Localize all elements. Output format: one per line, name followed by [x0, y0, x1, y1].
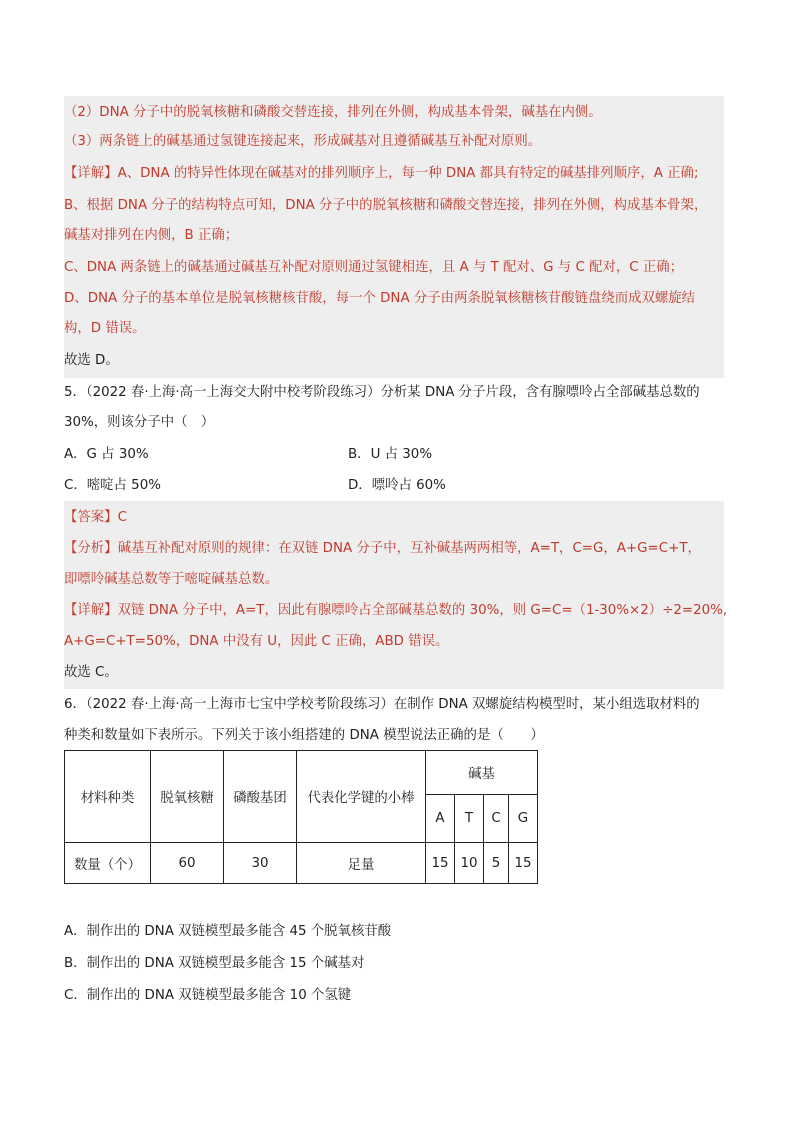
- explain-line-3: （3）两条链上的碱基通过氢键连接起来，形成碱基对且遵循碱基互补配对原则。: [64, 134, 542, 149]
- q5-detail-2: A+G=C+T=50%，DNA 中没有 U，因此 C 正确，ABD 错误。: [64, 634, 449, 649]
- header-base-c: C: [484, 795, 509, 843]
- q5-analysis-1: [64, 539, 701, 559]
- q5-option-c: C．嘧啶占 50%: [64, 478, 161, 493]
- q5-conclusion: 故选 C。: [64, 665, 118, 680]
- header-base-g: G: [509, 795, 538, 843]
- q5-stem-2: 30%，则该分子中（ ）: [64, 415, 215, 430]
- cell-base-a: 15: [426, 843, 455, 884]
- cell-base-t: 10: [455, 843, 484, 884]
- cell-base-g: 15: [509, 843, 538, 884]
- cell-phosphate: 30: [224, 843, 297, 884]
- q6-option-a: A．制作出的 DNA 双链模型最多能含 45 个脱氧核苷酸: [64, 924, 392, 939]
- header-phosphate: 磷酸基团: [224, 751, 297, 843]
- q6-option-c: C．制作出的 DNA 双链模型最多能含 10 个氢键: [64, 988, 352, 1003]
- cell-base-c: 5: [484, 843, 509, 884]
- q5-detail-tag: 【详解】: [64, 603, 118, 618]
- answer-value: C: [117, 510, 127, 525]
- q6-stem-1: 6．（2022 春·上海·高一上海市七宝中学校考阶段练习）在制作 DNA 双螺旋结构模型时，某小组选取材料的: [64, 697, 700, 712]
- explain-line-2: （2）DNA 分子中的脱氧核糖和磷酸交替连接，排列在外侧，构成基本骨架，碱基在内侧。: [64, 105, 602, 120]
- q5-stem-1: 5．（2022 春·上海·高一上海交大附中校考阶段练习）分析某 DNA 分子片段，含有腺嘌呤占全部碱基总数的: [64, 385, 700, 400]
- detail-tag: 【详解】: [64, 166, 118, 181]
- analysis-text-1: 碱基互补配对原则的规律：在双链 DNA 分子中，互补碱基两两相等，A=T，C=G，A+G=C+T，: [117, 541, 701, 556]
- q5-detail-text-1: 双链 DNA 分子中，A=T，因此有腺嘌呤占全部碱基总数的 30%，则 G=C=（1-30%×2）÷2=20%,: [117, 603, 728, 618]
- detail-a: [64, 164, 698, 184]
- analysis-tag: 【分析】: [64, 541, 118, 556]
- q5-detail-1: [64, 601, 727, 621]
- detail-d-1: D、DNA 分子的基本单位是脱氧核糖核苷酸，每一个 DNA 分子由两条脱氧核糖核苷酸链盘绕而成双螺旋结: [64, 291, 696, 306]
- cell-deoxyribose: 60: [151, 843, 224, 884]
- detail-b-1: B、根据 DNA 分子的结构特点可知，DNA 分子中的脱氧核糖和磷酸交替连接，排列在外侧，构成基本骨架，: [64, 198, 708, 213]
- header-material-type: 材料种类: [65, 751, 151, 843]
- cell-bond-stick: 足量: [297, 843, 426, 884]
- header-deoxyribose: 脱氧核糖: [151, 751, 224, 843]
- q6-option-b: B．制作出的 DNA 双链模型最多能含 15 个碱基对: [64, 956, 365, 971]
- row-label-quantity: 数量（个）: [65, 843, 151, 884]
- header-bond-stick: 代表化学键的小棒: [297, 751, 426, 843]
- detail-b-2: 碱基对排列在内侧，B 正确；: [64, 228, 239, 243]
- header-base-a: A: [426, 795, 455, 843]
- q5-answer: [64, 508, 127, 528]
- q5-option-d: D．嘌呤占 60%: [348, 478, 446, 493]
- q5-option-b: B．U 占 30%: [348, 447, 433, 462]
- q5-analysis-2: 即嘌呤碱基总数等于嘧啶碱基总数。: [64, 572, 279, 587]
- q6-stem-2: 种类和数量如下表所示。下列关于该小组搭建的 DNA 模型说法正确的是（ ）: [64, 728, 544, 743]
- q5-option-a: A．G 占 30%: [64, 447, 149, 462]
- conclusion-d: 故选 D。: [64, 353, 119, 368]
- answer-tag: 【答案】: [64, 510, 118, 525]
- explanation-background-2: [64, 501, 724, 689]
- materials-table: [64, 750, 538, 884]
- detail-a-text: A、DNA 的特异性体现在碱基对的排列顺序上，每一种 DNA 都具有特定的碱基排列顺序，A 正确;: [117, 166, 699, 181]
- detail-d-2: 构，D 错误。: [64, 321, 146, 336]
- detail-c: C、DNA 两条链上的碱基通过碱基互补配对原则通过氢键相连，且 A 与 T 配对、G 与 C 配对，C 正确；: [64, 260, 684, 275]
- header-base: 碱基: [426, 751, 538, 795]
- header-base-t: T: [455, 795, 484, 843]
